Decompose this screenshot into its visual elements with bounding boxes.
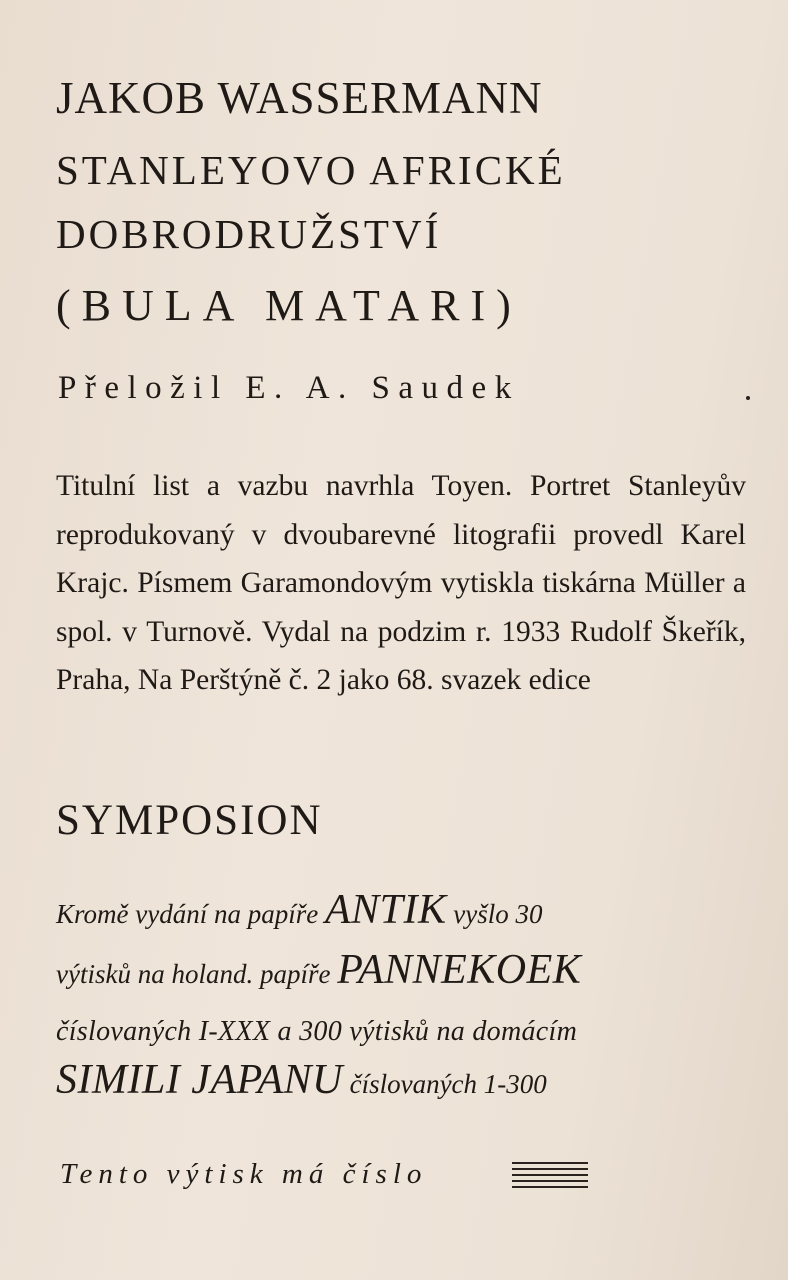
print-run-line-2	[56, 946, 746, 994]
book-title-line-2: DOBRODRUŽSTVÍ	[56, 211, 442, 257]
edition-name: SYMPOSION	[56, 797, 323, 844]
colophon-text: Titulní list a vazbu navrhla Toyen. Portret Stanleyův reprodukovaný v dvoubarevné litografii provedl Karel Krajc. Písmem Garamondovým vytiskla tiskárna Müller a spol. v Turnově. Vydal na podzim r. 1933 Rudolf Škeřík, Praha, Na Perštýně č. 2 jako 68. svazek edice	[56, 470, 746, 696]
rule-line	[512, 1180, 588, 1182]
rule-line	[512, 1186, 588, 1188]
print-run-text: Kromě vydání na papíře	[56, 899, 325, 929]
print-run-text: výtisků na holand. papíře	[56, 959, 338, 989]
paper-antik: ANTIK	[324, 887, 447, 933]
print-run-line-3: číslovaných I-XXX a 300 výtisků na domácím	[56, 1016, 578, 1047]
book-title-line-3: (BULA MATARI)	[56, 281, 522, 330]
paper-simili-japanu: SIMILI JAPANU	[56, 1057, 343, 1103]
rule-line	[512, 1174, 588, 1176]
print-run-text: vyšlo 30	[446, 899, 543, 929]
print-run-line-1	[56, 886, 746, 934]
rule-line	[512, 1168, 588, 1170]
author-name: JAKOB WASSERMANN	[56, 73, 543, 123]
print-run-line-4	[56, 1056, 746, 1104]
book-title-line-1: STANLEYOVO AFRICKÉ	[56, 147, 566, 193]
paper-pannekoek: PANNEKOEK	[337, 947, 582, 993]
copy-number-label: Tento výtisk má číslo	[60, 1158, 428, 1190]
print-run-text: číslovaných 1-300	[342, 1069, 547, 1099]
dot-mark	[746, 396, 750, 400]
translator-credit: Přeložil E. A. Saudek	[58, 370, 520, 406]
copy-number-rules	[512, 1162, 588, 1198]
rule-line	[512, 1162, 588, 1164]
